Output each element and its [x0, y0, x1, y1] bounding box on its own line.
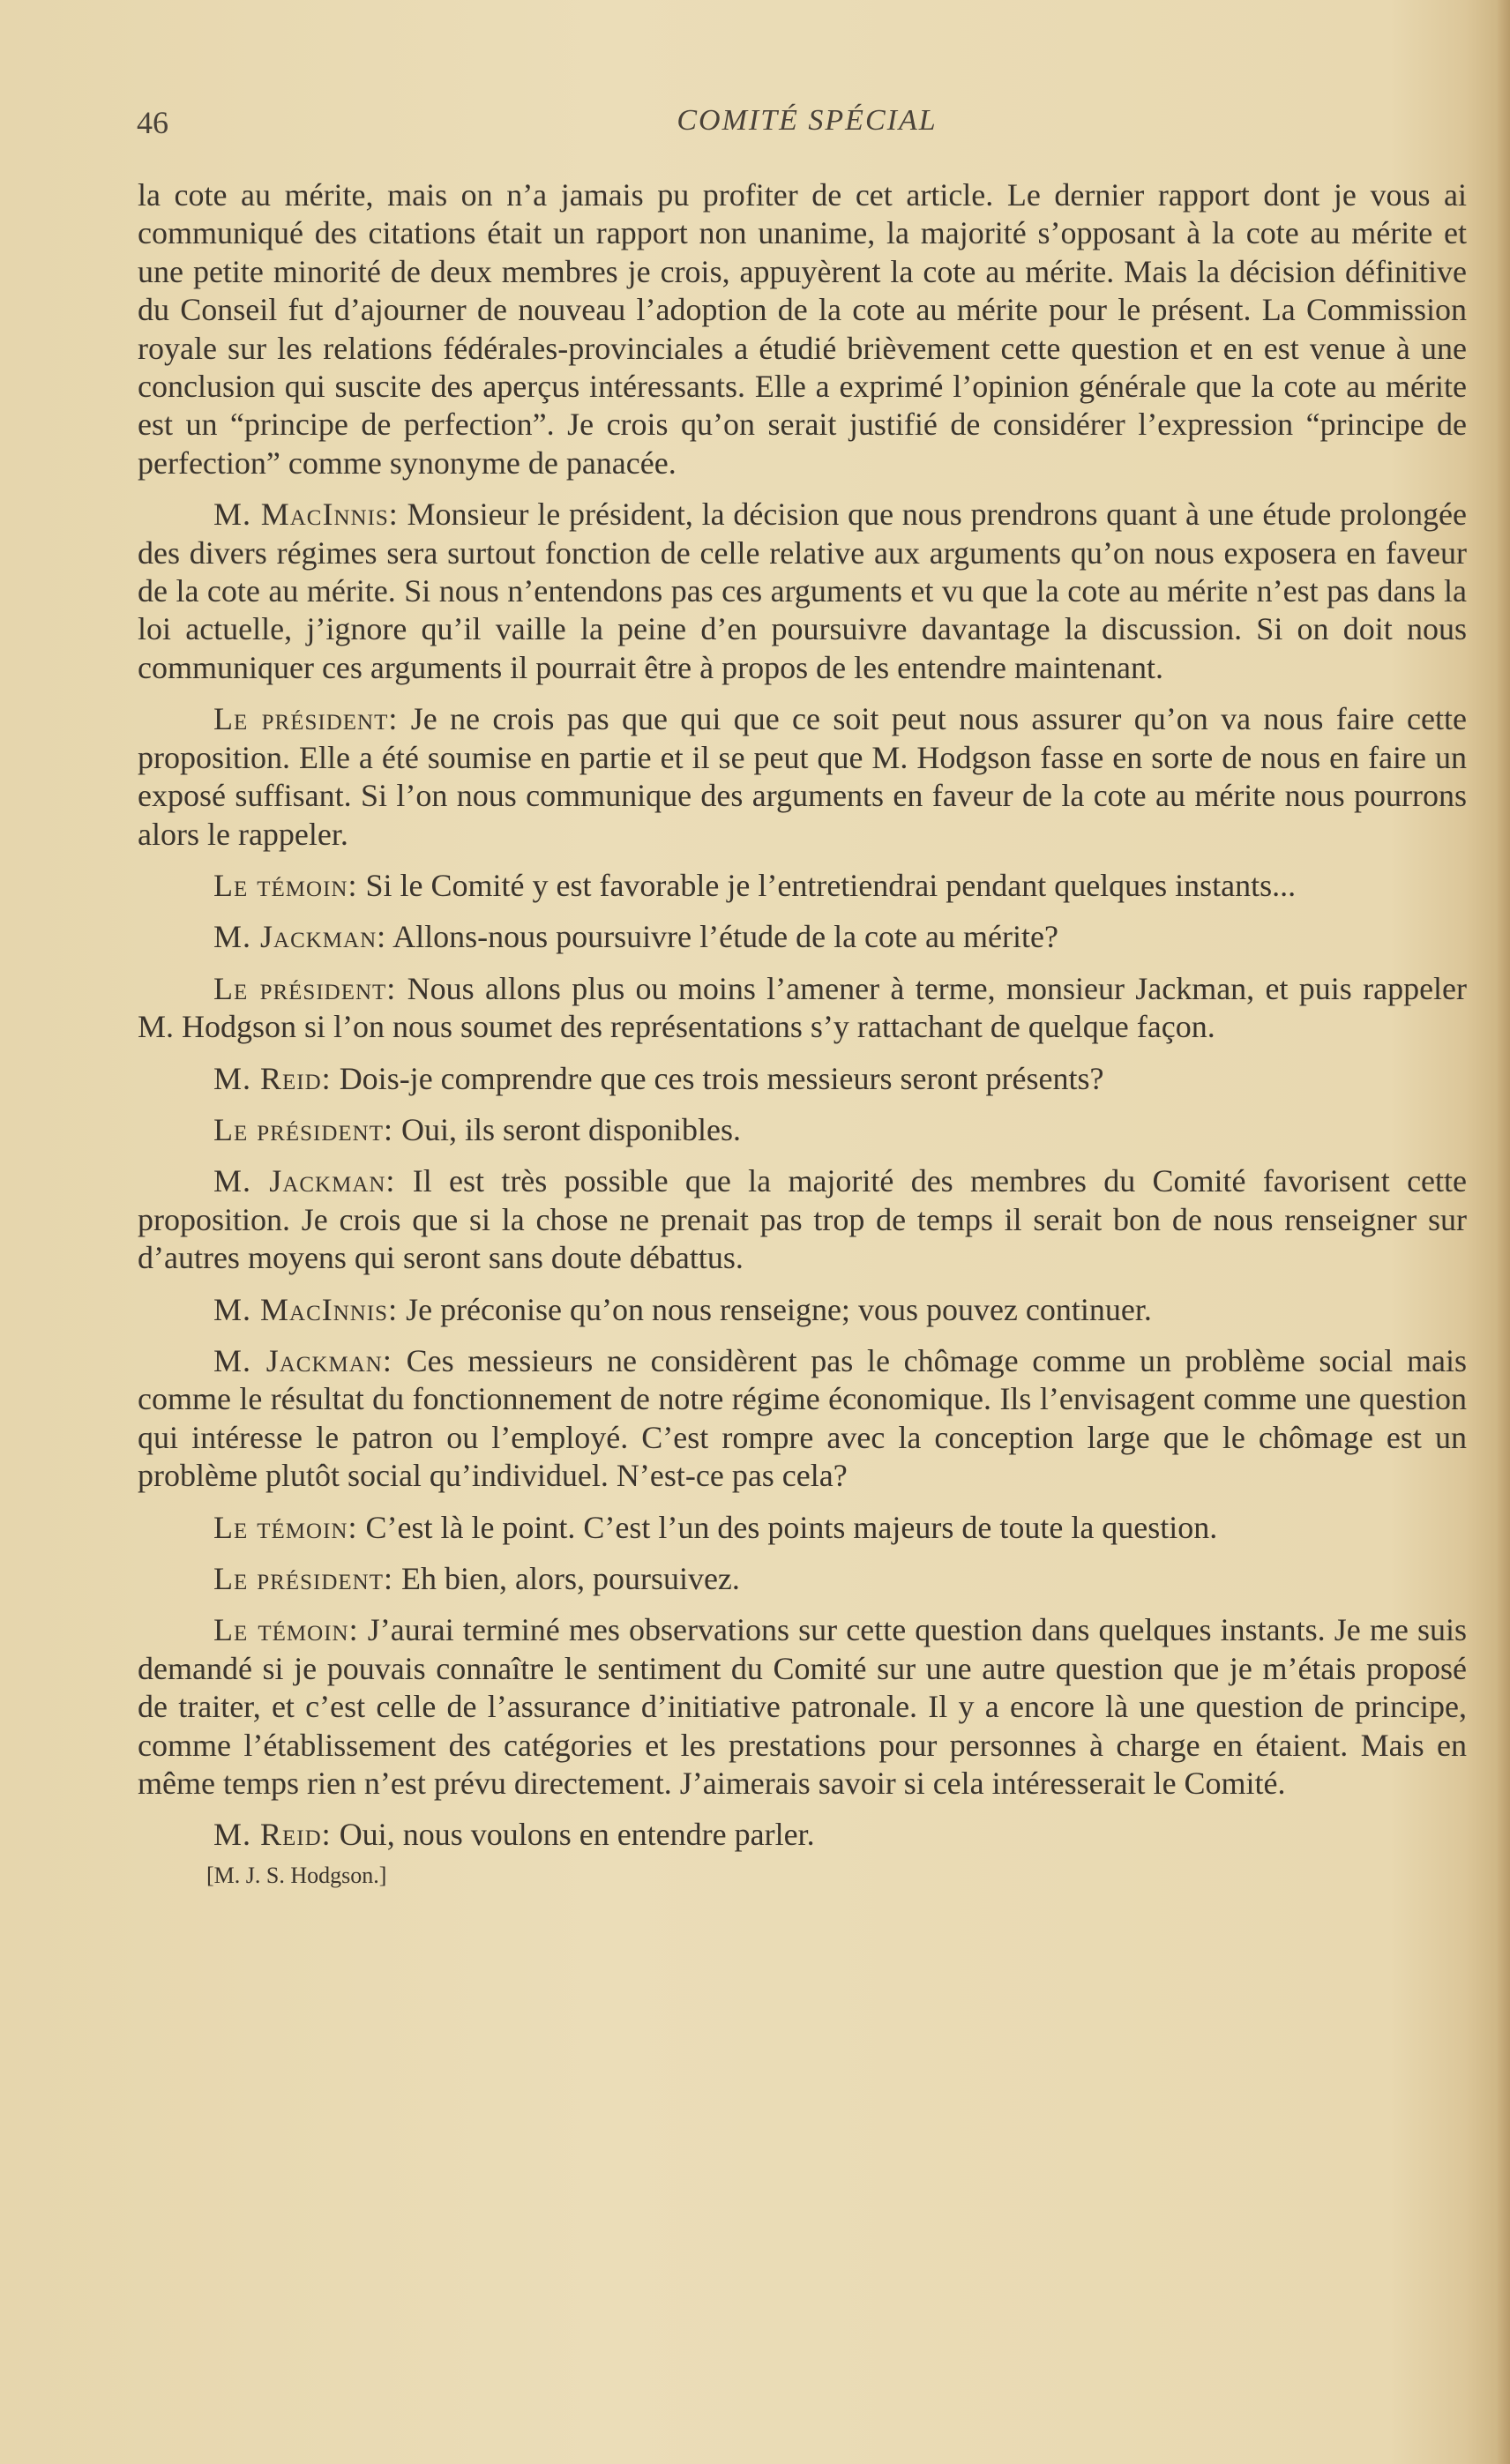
paragraph-text: Eh bien, alors, poursuivez. — [401, 1561, 740, 1596]
speaker-label: Le témoin: — [213, 867, 358, 903]
speaker-label: Le président: — [213, 1561, 393, 1596]
paragraph-text: Je ne crois pas que qui que ce soit peut nous assurer qu’on va nous faire cette proposition. Elle a été soumise en partie et il se peut que M. Hodgson fasse en sorte de nous en faire un exposé suffisant. Si l’on nous communique des arguments en faveur de la cote au mérite nous pourrons alors le rappeler. — [138, 701, 1467, 852]
speaker-label: M. Reid: — [213, 1060, 332, 1096]
speaker-label: Le président: — [213, 1111, 393, 1147]
paragraph-jackman — [138, 1162, 1467, 1277]
paragraph-text: Je préconise qu’on nous renseigne; vous pouvez continuer. — [406, 1291, 1152, 1327]
paragraph-text: Allons-nous poursuivre l’étude de la cote au mérite? — [392, 919, 1058, 955]
speaker-label: M. Jackman: — [213, 1163, 396, 1199]
speaker-label: Le président: — [213, 701, 399, 737]
running-head — [137, 104, 1477, 148]
paragraph-president — [138, 700, 1467, 854]
paragraph-continuation — [138, 176, 1467, 482]
speaker-label: Le témoin: — [213, 1509, 358, 1545]
paragraph-president — [138, 970, 1467, 1047]
page-edge — [1498, 0, 1510, 2464]
speaker-label: Le président: — [213, 970, 397, 1006]
page-number: 46 — [137, 105, 168, 140]
paragraph-witness — [138, 1509, 1467, 1547]
speaker-attribution: [M. J. S. Hodgson.] — [206, 1862, 387, 1888]
speaker-label: M. MacInnis: — [213, 497, 399, 533]
running-title: COMITÉ SPÉCIAL — [677, 104, 938, 137]
paragraph-reid — [138, 1060, 1467, 1098]
speaker-label: M. Reid: — [213, 1817, 332, 1853]
speaker-label: M. Jackman: — [213, 919, 387, 955]
paragraph-macinnis — [138, 496, 1467, 687]
paragraph-text: C’est là le point. C’est l’un des points majeurs de toute la question. — [365, 1509, 1218, 1545]
paragraph-text: Il est très possible que la majorité des membres du Comité favorisent cette proposition. Je crois que si la chose ne prenait pas trop de temps il serait bon de nous renseigner sur d’autres moyens qui seront sans doute débattus. — [138, 1163, 1468, 1276]
paragraph-reid — [138, 1816, 1467, 1854]
paragraph-text: Nous allons plus ou moins l’amener à terme, monsieur Jackman, et puis rappeler M. Hodgson si l’on nous soumet des représentations s’y rattachant de quelque façon. — [138, 970, 1468, 1045]
paragraph-text: Oui, nous voulons en entendre parler. — [339, 1817, 815, 1853]
paragraph-jackman — [138, 918, 1467, 956]
paragraph-text: Si le Comité y est favorable je l’entretiendrai pendant quelques instants... — [365, 867, 1297, 903]
paragraph-president — [138, 1111, 1467, 1149]
paragraph-text: la cote au mérite, mais on n’a jamais pu profiter de cet article. Le dernier rapport dont je vous ai communiqué des citations était un rapport non unanime, la majorité s’opposant à la cote au mérite et une petite minorité de deux membres je crois, appuyèrent la cote au mérite. Mais la décision définitive du Conseil fut d’ajourner de nouveau l’adoption de la cote au mérite pour le présent. La Commission royale sur les relations fédérales-provinciales a étudié brièvement cette question et en est venue à une conclusion qui suscite des aperçus intéressants. Elle a exprimé l’opinion générale que la cote au mérite est un “principe de perfection”. Je crois qu’on serait justifié de considérer l’expression “principe de perfection” comme synonyme de panacée. — [138, 177, 1467, 481]
paragraph-text: Dois-je comprendre que ces trois messieurs seront présents? — [339, 1060, 1104, 1096]
speaker-label: M. MacInnis: — [213, 1291, 399, 1327]
paragraph-text: Monsieur le président, la décision que nous prendrons quant à une étude prolongée des divers régimes sera surtout fonction de celle relative aux arguments qu’on nous exposera en faveur de la cote au mérite. Si nous n’entendons pas ces arguments et vu que la cote au mérite n’est pas dans la loi actuelle, j’ignore qu’il vaille la peine d’en poursuivre davantage la discussion. Si on doit nous communiquer ces arguments il pourrait être à propos de les entendre maintenant. — [138, 497, 1467, 685]
paragraph-text: Ces messieurs ne considèrent pas le chômage comme un problème social mais comme le résultat du fonctionnement de notre régime économique. Ils l’envisagent comme une question qui intéresse le patron ou l’employé. C’est rompre avec la conception large que le chômage est un problème plutôt social qu’individuel. N’est-ce pas cela? — [138, 1342, 1467, 1494]
paragraph-president — [138, 1560, 1467, 1598]
paragraph-text: Oui, ils seront disponibles. — [401, 1111, 741, 1147]
body-text — [138, 176, 1467, 1889]
speaker-label: M. Jackman: — [213, 1342, 392, 1378]
paragraph-jackman — [138, 1342, 1467, 1496]
speaker-label: Le témoin: — [213, 1612, 359, 1648]
paragraph-text: J’aurai terminé mes observations sur cette question dans quelques instants. Je me suis demandé si je pouvais connaître le sentiment du Comité sur une autre question que je m’étais proposé de traiter, et c’est celle de l’assurance d’initiative patronale. Il y a encore là une question de principe, comme l’établissement des catégories et les prestations pour personnes à charge en étaient. Mais en même temps rien n’est prévu directement. J’aimerais savoir si cela intéresserait le Comité. — [138, 1612, 1468, 1802]
paragraph-macinnis — [138, 1291, 1467, 1329]
paragraph-witness — [138, 867, 1467, 905]
paragraph-witness — [138, 1611, 1467, 1803]
